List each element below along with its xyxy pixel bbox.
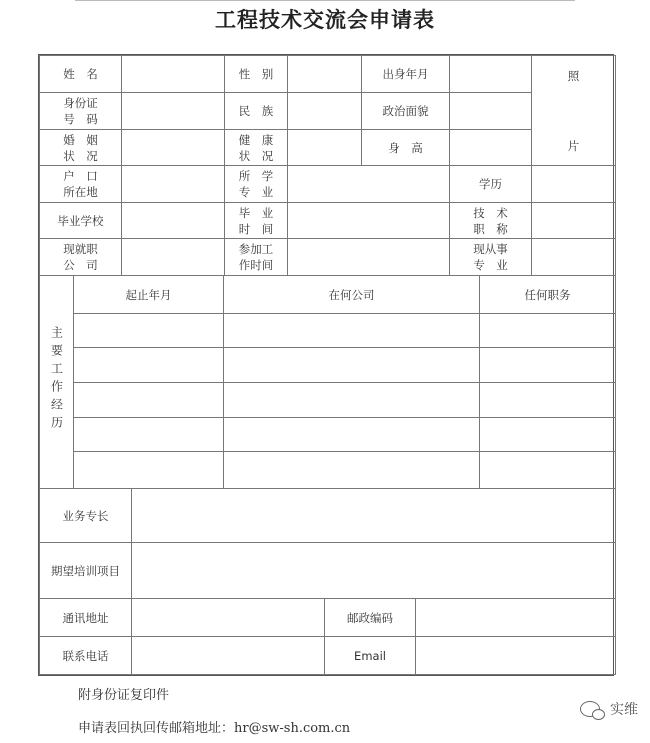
label-health: 健 康 状 况 (225, 130, 288, 166)
experience-label: 主要工作经历 (49, 326, 64, 434)
exp-cell[interactable] (480, 314, 616, 348)
field-specialty[interactable] (132, 489, 616, 543)
photo-label-2: 片 (567, 138, 580, 153)
field-political[interactable] (450, 93, 532, 130)
label-grad-time: 毕 业 时 间 (225, 203, 288, 239)
label-hukou: 户 口 所在地 (40, 166, 122, 203)
label-id-card: 身份证 号 码 (40, 93, 122, 130)
note-email: 申请表回执回传邮箱地址：hr@sw-sh.com.cn (78, 721, 351, 736)
exp-cell[interactable] (480, 418, 616, 452)
label-major: 所 学 专 业 (225, 166, 288, 203)
field-training[interactable] (132, 543, 616, 599)
field-hukou[interactable] (122, 166, 225, 203)
field-work-start[interactable] (288, 239, 450, 276)
exp-cell[interactable] (74, 348, 224, 383)
field-address[interactable] (132, 599, 325, 637)
exp-cell[interactable] (480, 452, 616, 489)
label-postcode: 邮政编码 (325, 599, 416, 637)
exp-cell[interactable] (480, 348, 616, 383)
field-tech-title[interactable] (532, 203, 616, 239)
label-current-company: 现就职 公 司 (40, 239, 122, 276)
watermark-text: 实维 (610, 702, 638, 718)
exp-cell[interactable] (74, 314, 224, 348)
application-form (38, 54, 614, 676)
exp-cell[interactable] (224, 314, 480, 348)
field-education[interactable] (532, 166, 616, 203)
exp-cell[interactable] (224, 418, 480, 452)
wechat-icon (580, 701, 600, 717)
label-address: 通讯地址 (40, 599, 132, 637)
photo-label-1: 照 (567, 68, 580, 83)
exp-cell[interactable] (224, 452, 480, 489)
label-work-start: 参加工 作时间 (225, 239, 288, 276)
col-position: 任何职务 (480, 276, 616, 314)
label-gender: 性 别 (225, 56, 288, 93)
exp-cell[interactable] (224, 383, 480, 418)
field-current-field[interactable] (532, 239, 616, 276)
field-id-card[interactable] (122, 93, 225, 130)
exp-cell[interactable] (74, 452, 224, 489)
label-current-field: 现从事 专 业 (450, 239, 532, 276)
col-company: 在何公司 (224, 276, 480, 314)
note-id-copy: 附身份证复印件 (78, 688, 170, 703)
col-period: 起止年月 (74, 276, 224, 314)
field-marriage[interactable] (122, 130, 225, 166)
page-title: 工程技术交流会申请表 (215, 8, 435, 32)
experience-section-label (40, 276, 74, 489)
field-ethnicity[interactable] (288, 93, 362, 130)
exp-cell[interactable] (480, 383, 616, 418)
field-school[interactable] (122, 203, 225, 239)
label-tech-title: 技 术 职 称 (450, 203, 532, 239)
exp-cell[interactable] (224, 348, 480, 383)
photo-box[interactable] (532, 56, 616, 166)
label-height: 身 高 (362, 130, 450, 166)
label-political: 政治面貌 (362, 93, 450, 130)
label-school: 毕业学校 (40, 203, 122, 239)
label-specialty: 业务专长 (40, 489, 132, 543)
field-email[interactable] (416, 637, 616, 675)
field-grad-time[interactable] (288, 203, 450, 239)
label-birth: 出身年月 (362, 56, 450, 93)
exp-cell[interactable] (74, 383, 224, 418)
field-major[interactable] (288, 166, 450, 203)
label-marriage: 婚 姻 状 况 (40, 130, 122, 166)
field-birth[interactable] (450, 56, 532, 93)
field-name[interactable] (122, 56, 225, 93)
watermark (580, 699, 638, 719)
field-postcode[interactable] (416, 599, 616, 637)
exp-cell[interactable] (74, 418, 224, 452)
label-email: Email (325, 637, 416, 675)
field-gender[interactable] (288, 56, 362, 93)
top-divider (75, 0, 575, 1)
label-name: 姓 名 (40, 56, 122, 93)
field-health[interactable] (288, 130, 362, 166)
label-ethnicity: 民 族 (225, 93, 288, 130)
field-height[interactable] (450, 130, 532, 166)
label-training: 期望培训项目 (40, 543, 132, 599)
field-current-company[interactable] (122, 239, 225, 276)
label-education: 学历 (450, 166, 532, 203)
field-phone[interactable] (132, 637, 325, 675)
label-phone: 联系电话 (40, 637, 132, 675)
